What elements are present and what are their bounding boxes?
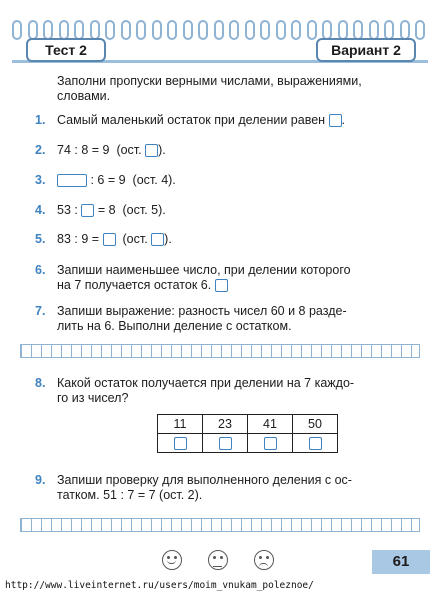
task-1: [57, 113, 345, 128]
task-4-number: 4.: [35, 203, 46, 217]
answer-cells[interactable]: [20, 344, 420, 358]
task-3: [57, 173, 176, 188]
binder-ring: [12, 20, 22, 40]
task-9-line-1: Запиши проверку для выполненного деления с ос-: [57, 473, 352, 487]
answer-box[interactable]: [264, 437, 277, 450]
table-cell-number: 50: [293, 415, 338, 434]
binder-ring: [121, 20, 131, 40]
answer-box[interactable]: [219, 437, 232, 450]
task-2-remainder-label: (ост.: [116, 143, 142, 157]
task-4: [57, 203, 166, 218]
task-8-text: Какой остаток получается при делении на 7 кажд: [57, 376, 343, 390]
task-3-number: 3.: [35, 173, 46, 187]
task-5-remainder-label: (ост.: [122, 232, 148, 246]
table-cell-number: 11: [158, 415, 203, 434]
task-3-remainder: (ост. 4).: [132, 173, 176, 187]
task-5: [57, 232, 172, 247]
task-5-number: 5.: [35, 232, 46, 246]
answer-box[interactable]: [145, 144, 158, 157]
task-9-number: 9.: [35, 473, 46, 487]
answer-box[interactable]: [81, 204, 94, 217]
table-cell-answer: [293, 434, 338, 453]
task-6-number: 6.: [35, 263, 46, 277]
binder-ring: [152, 20, 162, 40]
task-8-line-2: го из чисел?: [57, 391, 129, 405]
neutral-face-icon[interactable]: [208, 550, 228, 570]
answer-box[interactable]: [151, 233, 164, 246]
binder-ring: [214, 20, 224, 40]
task-2-number: 2.: [35, 143, 46, 157]
binder-ring: [43, 20, 53, 40]
binder-ring: [291, 20, 301, 40]
answer-cells[interactable]: [20, 518, 420, 532]
binder-ring: [307, 20, 317, 40]
task-7-number: 7.: [35, 304, 46, 318]
page-number: 61: [372, 550, 430, 574]
binder-ring: [245, 20, 255, 40]
task-4-remainder: (ост. 5).: [122, 203, 166, 217]
sad-face-icon[interactable]: [254, 550, 274, 570]
binder-ring: [183, 20, 193, 40]
binder-ring: [167, 20, 177, 40]
task-6-line-1: Запиши наименьшее число, при делении которого: [57, 263, 351, 277]
binder-ring: [276, 20, 286, 40]
variant-label: Вариант 2: [316, 38, 416, 62]
task-6-line-2: [57, 278, 228, 293]
table-cell-answer: [248, 434, 293, 453]
table-cell-answer: [158, 434, 203, 453]
answer-box[interactable]: [215, 279, 228, 292]
answer-box[interactable]: [329, 114, 342, 127]
binder-ring: [322, 20, 332, 40]
task-1-number: 1.: [35, 113, 46, 127]
task-4-quotient: = 8: [97, 203, 116, 217]
binder-ring: [353, 20, 363, 40]
task-7-line-1: Запиши выражение: разность чисел 60 и 8 разде-: [57, 304, 347, 318]
task-2: [57, 143, 166, 158]
task-3-expression: : 6 = 9: [90, 173, 126, 187]
binder-ring: [90, 20, 100, 40]
binder-ring: [415, 20, 425, 40]
answer-box[interactable]: [57, 174, 87, 187]
task-5-end: ).: [164, 232, 172, 246]
binder-ring: [198, 20, 208, 40]
task-2-end: ).: [158, 143, 166, 157]
instruction-line-1: Заполни пропуски верными числами, выражениями,: [57, 74, 362, 88]
task-1-text: Самый маленький остаток при делении равен: [57, 113, 326, 127]
binder-ring: [74, 20, 84, 40]
binder-ring: [59, 20, 69, 40]
binder-ring: [260, 20, 270, 40]
task-9-line-2: татком. 51 : 7 = 7 (ост. 2).: [57, 488, 203, 502]
binder-ring: [105, 20, 115, 40]
task-4-dividend: 53 :: [57, 203, 78, 217]
remainder-table: [157, 414, 338, 453]
task-7-line-2: лить на 6. Выполни деление с остатком.: [57, 319, 292, 333]
task-6-text: на 7 получается остаток 6.: [57, 278, 212, 292]
test-label: Тест 2: [26, 38, 106, 62]
binder-ring: [400, 20, 410, 40]
footer-url[interactable]: http://www.liveinternet.ru/users/moim_vnukam_poleznoe/: [5, 580, 314, 591]
task-2-expression: 74 : 8 = 9: [57, 143, 110, 157]
binder-ring: [338, 20, 348, 40]
self-assessment: [158, 550, 278, 572]
task-8-number: 8.: [35, 376, 46, 390]
instruction-line-2: словами.: [57, 89, 111, 103]
table-cell-number: 41: [248, 415, 293, 434]
table-cell-number: 23: [203, 415, 248, 434]
answer-box[interactable]: [309, 437, 322, 450]
task-8-line-1: [57, 376, 354, 391]
binder-ring: [229, 20, 239, 40]
binder-ring: [369, 20, 379, 40]
binder-ring: [136, 20, 146, 40]
task-8-hyphen: о-: [342, 376, 355, 390]
table-cell-answer: [203, 434, 248, 453]
answer-box[interactable]: [103, 233, 116, 246]
task-5-expression: 83 : 9 =: [57, 232, 100, 246]
smile-face-icon[interactable]: [162, 550, 182, 570]
answer-box[interactable]: [174, 437, 187, 450]
task-1-end: .: [341, 113, 346, 127]
binder-ring: [28, 20, 38, 40]
binder-ring: [384, 20, 394, 40]
